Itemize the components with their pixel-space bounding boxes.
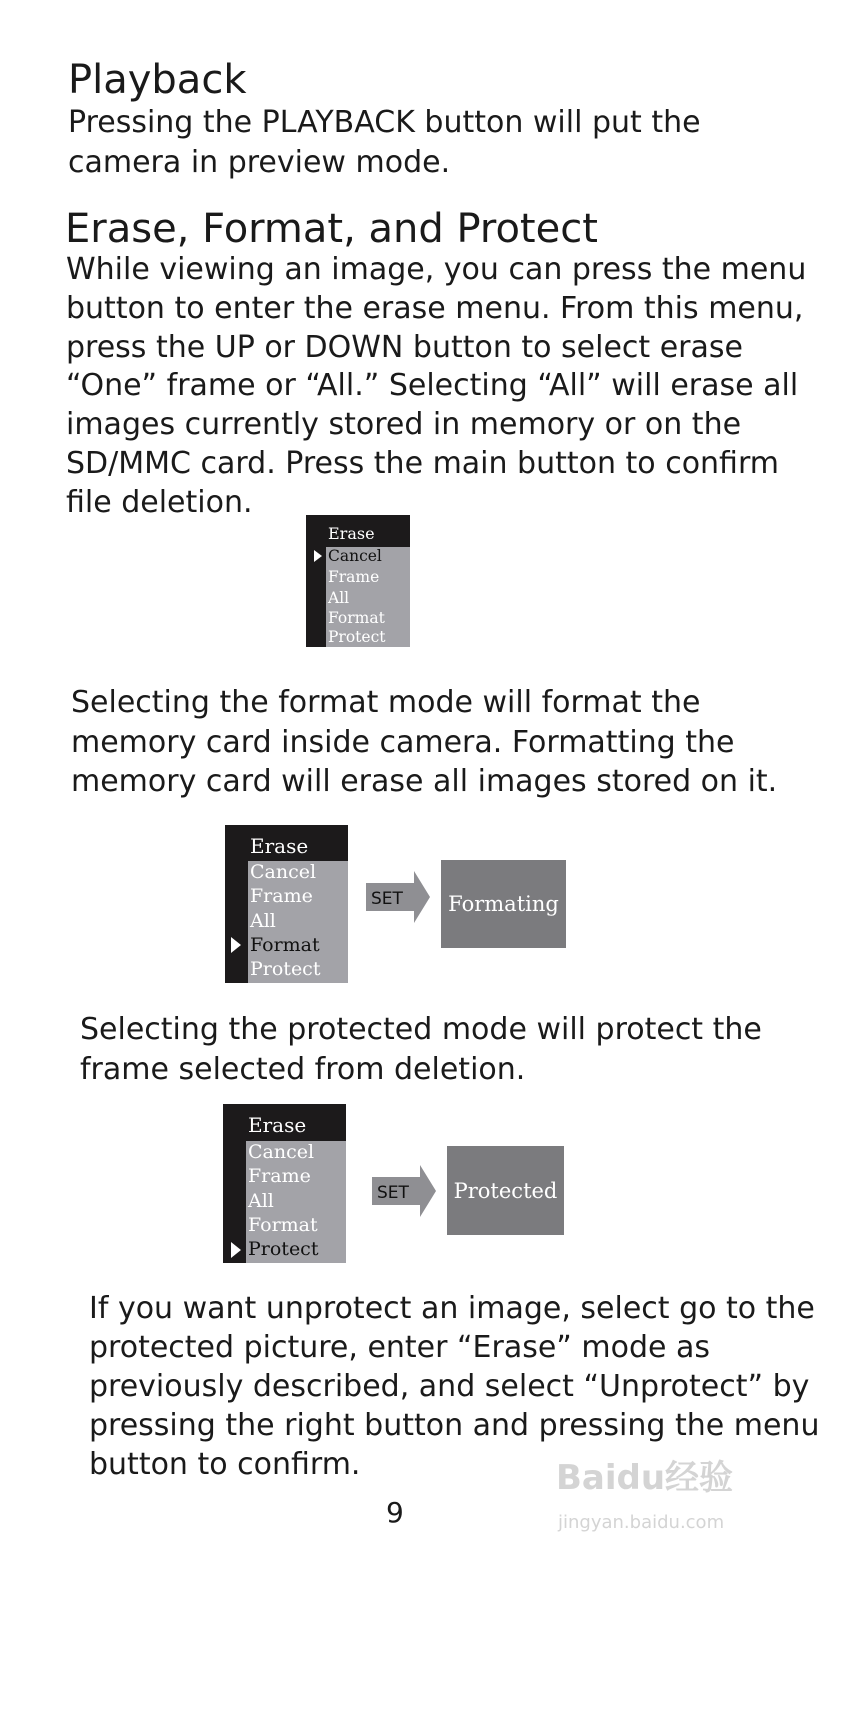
menu-item-format[interactable]: Format <box>250 934 320 956</box>
menu-item-protect[interactable]: Protect <box>328 628 386 646</box>
erase-menu-format-selected <box>225 825 348 983</box>
erase-section-paragraph <box>66 251 806 523</box>
menu-item-cancel[interactable]: Cancel <box>250 861 317 883</box>
text-line: protected picture, enter “Erase” mode as <box>89 1330 711 1365</box>
menu-item-format[interactable]: Format <box>248 1214 318 1236</box>
erase-menu-protect-selected <box>223 1104 346 1263</box>
set-arrow-label: SET <box>371 889 403 909</box>
text-line: button to enter the erase menu. From this menu, <box>66 290 804 326</box>
selection-cursor-icon <box>314 550 322 562</box>
set-arrow-icon <box>372 1165 438 1217</box>
playback-paragraph <box>68 101 701 184</box>
erase-section-heading: Erase, Format, and Protect <box>65 206 598 252</box>
text-line: While viewing an image, you can press the menu <box>66 252 807 287</box>
text-line: camera in preview mode. <box>68 144 451 180</box>
text-line: pressing the right button and pressing the menu <box>89 1408 820 1443</box>
page-number: 9 <box>386 1496 404 1529</box>
set-arrow-label: SET <box>377 1183 409 1203</box>
text-line: Selecting the protected mode will protect the <box>80 1012 762 1047</box>
text-line: memory card will erase all images stored on it. <box>71 764 778 799</box>
protected-status-box: Protected <box>447 1146 564 1235</box>
menu-item-cancel[interactable]: Cancel <box>248 1141 315 1163</box>
menu-item-format[interactable]: Format <box>328 609 385 627</box>
text-line: “One” frame or “All.” Selecting “All” will erase all <box>66 368 799 404</box>
text-line: memory card inside camera. Formatting the <box>71 724 735 760</box>
menu-item-cancel[interactable]: Cancel <box>328 547 382 565</box>
text-line: images currently stored in memory or on the <box>66 407 742 443</box>
selection-cursor-icon <box>231 937 241 953</box>
text-line: button to confirm. <box>89 1447 361 1482</box>
menu-item-frame[interactable]: Frame <box>248 1165 311 1187</box>
text-line: SD/MMC card. Press the main button to confirm <box>66 445 779 481</box>
menu-panel <box>326 547 410 647</box>
menu-panel <box>246 1141 346 1263</box>
menu-item-protect[interactable]: Protect <box>250 958 321 980</box>
baidu-watermark-logo: Baidu经验 <box>556 1458 734 1498</box>
menu-item-all[interactable]: All <box>328 589 350 607</box>
playback-heading: Playback <box>68 57 247 103</box>
text-line: previously described, and select “Unprotect” by <box>89 1369 810 1404</box>
protect-paragraph <box>80 1010 762 1089</box>
text-line: press the UP or DOWN button to select erase <box>66 329 743 365</box>
text-line: If you want unprotect an image, select go to the <box>89 1291 815 1326</box>
menu-title: Erase <box>248 1113 307 1137</box>
erase-menu-cancel-selected <box>306 515 410 647</box>
formating-status-box: Formating <box>441 860 566 948</box>
baidu-watermark-url: jingyan.baidu.com <box>558 1512 725 1533</box>
menu-item-all[interactable]: All <box>250 910 276 932</box>
text-line: Pressing the PLAYBACK button will put the <box>68 105 701 140</box>
menu-title: Erase <box>328 524 375 543</box>
set-arrow-icon <box>366 871 432 923</box>
selection-cursor-icon <box>231 1242 241 1258</box>
menu-panel <box>248 861 348 983</box>
text-line: file deletion. <box>66 484 253 520</box>
format-paragraph <box>71 683 777 802</box>
menu-item-frame[interactable]: Frame <box>250 885 313 907</box>
text-line: Selecting the format mode will format the <box>71 685 701 720</box>
menu-item-protect[interactable]: Protect <box>248 1238 319 1260</box>
text-line: frame selected from deletion. <box>80 1051 526 1087</box>
menu-item-all[interactable]: All <box>248 1190 274 1212</box>
menu-title: Erase <box>250 834 309 858</box>
menu-item-frame[interactable]: Frame <box>328 568 380 586</box>
